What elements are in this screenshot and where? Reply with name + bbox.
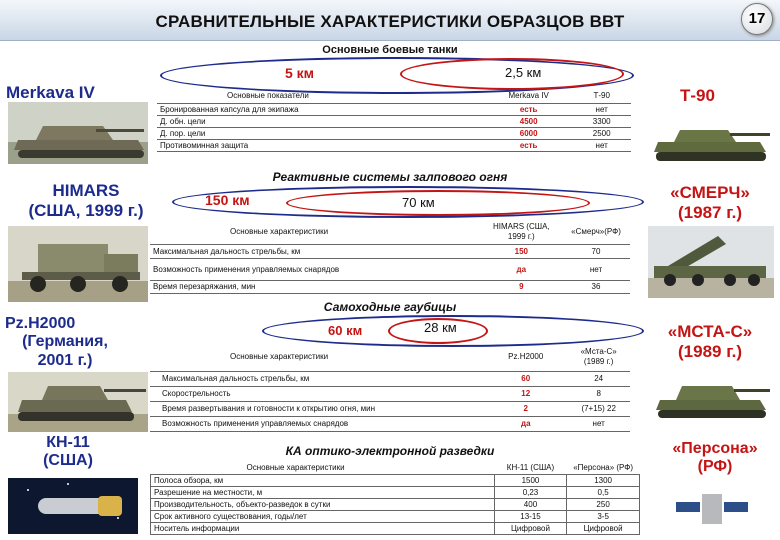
table-row: Носитель информации Цифровой Цифровой bbox=[151, 522, 640, 534]
smerch-image bbox=[648, 226, 774, 298]
mlrs-header-col2: «Смерч»(РФ) bbox=[571, 227, 621, 237]
howitzer-left-name bbox=[5, 315, 125, 370]
mlrs-left-sub: (США, 1999 г.) bbox=[28, 200, 144, 220]
range-ring-red bbox=[286, 190, 590, 216]
range-label-right: 70 км bbox=[402, 195, 435, 210]
table-row: Скорострельность 12 8 bbox=[150, 386, 630, 401]
msta-s-image bbox=[652, 372, 772, 424]
table-row: Д. обн. цели 4500 3300 bbox=[157, 115, 631, 127]
t90-tank-image bbox=[650, 112, 772, 168]
range-label-left: 60 км bbox=[328, 323, 363, 338]
pzh2000-image bbox=[8, 372, 148, 432]
section-title-tanks: Основные боевые танки bbox=[322, 44, 458, 56]
table-row: Срок активного существования, годы/лет 13-15 3-5 bbox=[151, 510, 640, 522]
howitzer-left-title: Pz.H2000 bbox=[5, 315, 76, 332]
range-label-right: 2,5 км bbox=[505, 65, 542, 80]
mlrs-table bbox=[150, 220, 630, 294]
range-label-left: 5 км bbox=[285, 65, 315, 81]
mlrs-left-name bbox=[5, 181, 167, 220]
howitzer-right-title: «МСТА-С» bbox=[667, 322, 753, 341]
howitzer-right-name bbox=[640, 322, 780, 361]
satellite-right-sub: (РФ) bbox=[697, 458, 733, 476]
merkava-tank-image bbox=[8, 102, 148, 164]
mlrs-header-label: Основные характеристики bbox=[230, 227, 329, 237]
tank-right-name: Т-90 bbox=[680, 86, 715, 105]
satellite-left-name bbox=[8, 434, 128, 471]
table-row: Возможность применения управляемых снарядов да нет bbox=[150, 258, 630, 280]
satellites-table bbox=[150, 462, 640, 535]
table-row: Максимальная дальность стрельбы, км 150 70 bbox=[150, 244, 630, 258]
tanks-header-col1: Merkava IV bbox=[508, 91, 549, 101]
satellite-left-sub: (США) bbox=[43, 452, 93, 470]
section-title-howitzers: Самоходные гаубицы bbox=[323, 300, 457, 314]
satellite-right-title: «Персона» bbox=[672, 440, 758, 457]
page-number: 17 bbox=[741, 3, 773, 35]
mlrs-right-sub: (1987 г.) bbox=[678, 202, 742, 222]
howitzers-table bbox=[150, 343, 630, 432]
table-row: Время перезаряжания, мин 9 36 bbox=[150, 280, 630, 293]
himars-image bbox=[8, 226, 148, 302]
howitzer-left-sub: (Германия, 2001 г.) bbox=[22, 333, 108, 369]
satellite-right-name bbox=[650, 440, 780, 477]
mlrs-header-col1: HIMARS (США, 1999 г.) bbox=[492, 221, 550, 241]
table-row: Производительность, объекто-разведок в сутки 400 250 bbox=[151, 498, 640, 510]
mlrs-left-title: HIMARS bbox=[52, 181, 120, 200]
mlrs-right-name bbox=[640, 183, 780, 222]
tanks-header-col2: Т-90 bbox=[593, 91, 610, 101]
satellites-header-col1: КН-11 (США) bbox=[506, 463, 555, 473]
howitzer-right-sub: (1989 г.) bbox=[678, 341, 742, 361]
table-row: Максимальная дальность стрельбы, км 60 24 bbox=[150, 371, 630, 386]
table-row: Бронированная капсула для экипажа есть нет bbox=[157, 103, 631, 115]
section-title-satellites: КА оптико-электронной разведки bbox=[285, 444, 495, 458]
tank-left-name: Merkava IV bbox=[6, 83, 95, 102]
satellites-header-label: Основные характеристики bbox=[246, 463, 345, 473]
section-title-mlrs: Реактивные системы залпового огня bbox=[272, 170, 508, 184]
howitzers-header-label: Основные характеристики bbox=[230, 352, 329, 362]
satellite-left-title: КН-11 bbox=[46, 434, 90, 451]
table-row: Возможность применения управляемых снарядов да нет bbox=[150, 416, 630, 431]
table-row: Время развертывания и готовности к открытию огня, мин 2 (7+15) 22 bbox=[150, 401, 630, 416]
satellites-header-col2: «Персона» (РФ) bbox=[573, 463, 634, 473]
kh11-satellite-image bbox=[8, 478, 138, 534]
page-title: СРАВНИТЕЛЬНЫЕ ХАРАКТЕРИСТИКИ ОБРАЗЦОВ ВВТ bbox=[155, 12, 625, 31]
table-row: Противоминная защита есть нет bbox=[157, 139, 631, 151]
howitzers-header-col2: «Мста-С» (1989 г.) bbox=[580, 346, 617, 366]
howitzers-header-col1: Pz.H2000 bbox=[508, 352, 544, 362]
range-label-left: 150 км bbox=[205, 192, 250, 208]
tanks-header-label: Основные показатели bbox=[227, 91, 309, 101]
mlrs-right-title: «СМЕРЧ» bbox=[670, 183, 750, 202]
table-row: Полоса обзора, км 1500 1300 bbox=[151, 474, 640, 486]
persona-satellite-image bbox=[672, 480, 752, 536]
range-label-right: 28 км bbox=[424, 320, 457, 335]
tanks-table bbox=[157, 89, 631, 152]
table-row: Разрешение на местности, м 0,23 0,5 bbox=[151, 486, 640, 498]
table-row: Д. пор. цели 6000 2500 bbox=[157, 127, 631, 139]
